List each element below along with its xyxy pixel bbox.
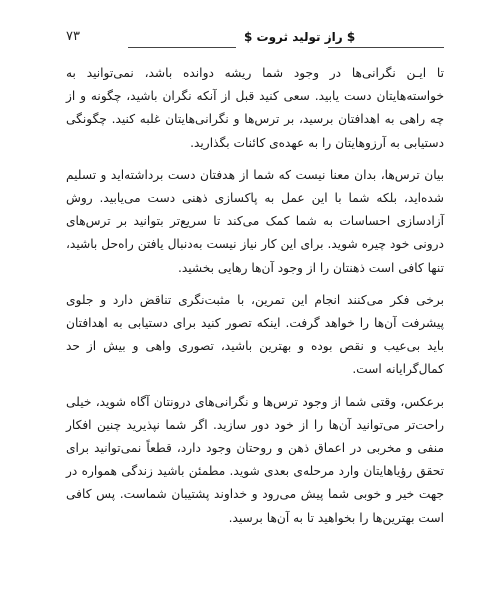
- paragraph: بیان ترس‌ها، بدان معنا نیست که شما از هدفتان دست برداشته‌اید و تسلیم شده‌اید، بلکه شما با این عمل به پاکسازی ذهنی دست می‌یابید. روش آزادسازی احساسات به شما کمک می‌کند تا سریع‌تر بتوانید بر ترس‌های درونی خود چیره شوید. برای این کار نیاز نیست به‌دنبال یافتن راه‌حل باشید، تنها کافی است ذهنتان را از وجود آن‌ها رهایی بخشید.: [66, 167, 444, 275]
- paragraph: برعکس، وقتی شما از وجود ترس‌ها و نگرانی‌های درونتان آگاه شوید، خیلی راحت‌تر می‌توانید آن‌ها را از خود دور سازید. اگر شما نپذیرید چنین افکار منفی و مخربی در اعماق ذهن و روحتان وجود دارد، قطعاً نمی‌توانید برای تحقق رؤیاهایتان وارد مرحله‌ی بعدی شوید. مطمئن باشید زندگی همواره در جهت خیر و خوبی شما پیش می‌رود و خداوند پشتیبان شماست. پس کافی است بهترین‌ها را بخواهید تا به آن‌ها برسید.: [66, 394, 444, 525]
- paragraph: تا ایـن نگرانی‌ها در وجود شما ریشه دوانده باشد، نمی‌توانید به خواسته‌هایتان دست یابید. سعی کنید قبل از آنکه نگران باشید، چگونه و از چه راهی به اهدافتان برسید، بر ترس‌ها و نگرانی‌هایتان غلبه کنید. چگونگی دستیابی به آرزوهایتان را به عهده‌ی کائنات بگذارید.: [66, 66, 444, 150]
- running-title: $ راز تولید ثروت $: [244, 30, 356, 44]
- header-rule-right: [328, 47, 444, 48]
- page-header: [66, 28, 444, 50]
- page-number: ۷۳: [66, 29, 80, 44]
- body-text: [66, 62, 444, 539]
- paragraph: برخی فکر می‌کنند انجام این تمرین، با مثبت‌نگری تناقض دارد و جلوی پیشرفت آن‌ها را خواهد گرفت. اینکه تصور کنید برای دستیابی به اهدافتان باید بی‌عیب و نقص بوده و بهترین باشید، تصوری واهی و بیش از حد کمال‌گرایانه است.: [66, 292, 444, 377]
- header-rule-left: [128, 47, 236, 48]
